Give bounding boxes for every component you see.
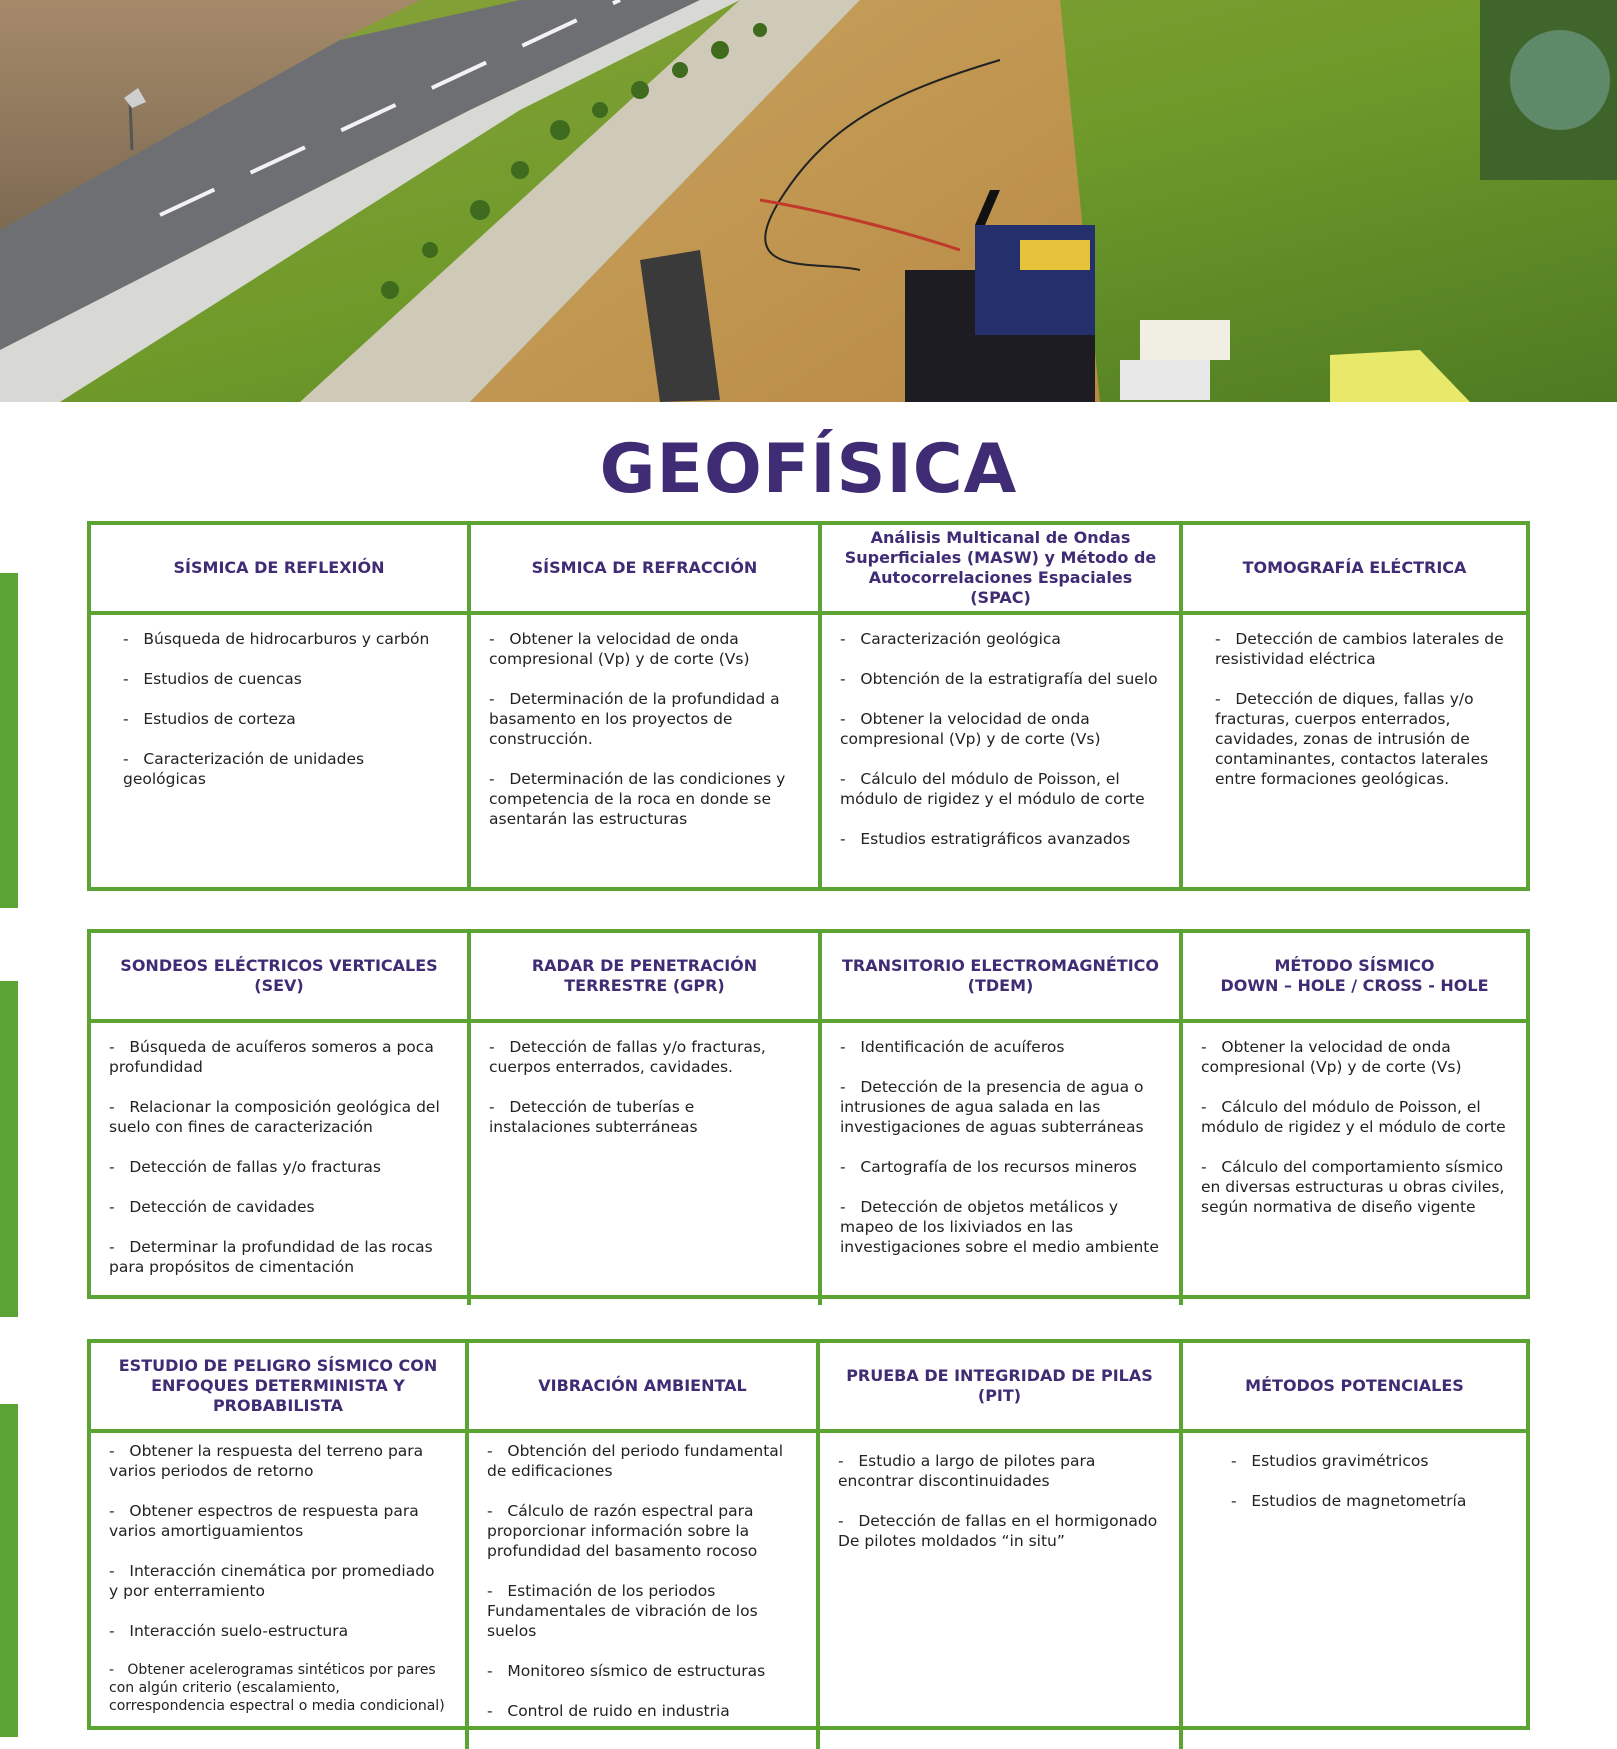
methods-table-2 (87, 929, 1530, 1299)
list-item: - Determinación de las condiciones y competencia de la roca en donde se asentarán las estructuras (489, 769, 800, 829)
column-body (469, 1433, 820, 1749)
list-item: - Obtener espectros de respuesta para varios amortiguamientos (109, 1501, 447, 1541)
list-item: - Estudios gravimétricos (1231, 1451, 1508, 1471)
column-body (1183, 1023, 1526, 1305)
list-item: - Detección de tuberías e instalaciones subterráneas (489, 1097, 800, 1137)
list-item: - Cálculo del módulo de Poisson, el módulo de rigidez y el módulo de corte (840, 769, 1161, 809)
column-body (1183, 615, 1526, 887)
column-heading: MÉTODO SÍSMICO DOWN – HOLE / CROSS - HOLE (1183, 933, 1526, 1023)
column-heading: SÍSMICA DE REFLEXIÓN (91, 525, 471, 615)
column-heading: TOMOGRAFÍA ELÉCTRICA (1183, 525, 1526, 615)
list-item: - Determinar la profundidad de las rocas para propósitos de cimentación (109, 1237, 449, 1277)
column-heading: ESTUDIO DE PELIGRO SÍSMICO CON ENFOQUES DETERMINISTA Y PROBABILISTA (91, 1343, 469, 1433)
list-item: - Estudios de cuencas (109, 669, 449, 689)
column-body (471, 1023, 822, 1305)
list-item: - Cartografía de los recursos mineros (840, 1157, 1161, 1177)
list-item: - Detección de fallas en el hormigonado De pilotes moldados “in situ” (838, 1511, 1161, 1551)
list-item: - Obtener acelerogramas sintéticos por pares con algún criterio (escalamiento, correspondencia espectral o media condicional) (109, 1661, 447, 1715)
list-item: - Caracterización de unidades geológicas (109, 749, 449, 789)
list-item: - Cálculo de razón espectral para proporcionar información sobre la profundidad del basamento rocoso (487, 1501, 798, 1561)
page-title: GEOFÍSICA (599, 430, 1018, 509)
list-item: - Estudio a largo de pilotes para encontrar discontinuidades (838, 1451, 1161, 1491)
column-body (471, 615, 822, 887)
column-body (91, 1433, 469, 1749)
list-item: - Detección de diques, fallas y/o fracturas, cuerpos enterrados, cavidades, zonas de intrusión de contaminantes, contactos laterales entre formaciones geológicas. (1215, 689, 1508, 789)
side-accent-bar-2 (0, 981, 18, 1317)
column-heading: SÍSMICA DE REFRACCIÓN (471, 525, 822, 615)
list-item: - Detección de fallas y/o fracturas (109, 1157, 449, 1177)
list-item: - Detección de cavidades (109, 1197, 449, 1217)
column-heading: PRUEBA DE INTEGRIDAD DE PILAS (PIT) (820, 1343, 1183, 1433)
side-accent-bar-3 (0, 1404, 18, 1737)
list-item: - Detección de cambios laterales de resistividad eléctrica (1215, 629, 1508, 669)
column-body (822, 1023, 1183, 1305)
column-heading: RADAR DE PENETRACIÓN TERRESTRE (GPR) (471, 933, 822, 1023)
list-item: - Obtener la respuesta del terreno para varios periodos de retorno (109, 1441, 447, 1481)
list-item: - Obtención de la estratigrafía del suelo (840, 669, 1161, 689)
list-item: - Detección de fallas y/o fracturas, cuerpos enterrados, cavidades. (489, 1037, 800, 1077)
list-item: - Detección de la presencia de agua o intrusiones de agua salada en las investigaciones de aguas subterráneas (840, 1077, 1161, 1137)
list-item: - Cálculo del módulo de Poisson, el módulo de rigidez y el módulo de corte (1201, 1097, 1508, 1137)
list-item: - Búsqueda de acuíferos someros a poca profundidad (109, 1037, 449, 1077)
methods-table-1 (87, 521, 1530, 891)
side-accent-bar-1 (0, 573, 18, 908)
list-item: - Obtener la velocidad de onda compresional (Vp) y de corte (Vs) (1201, 1037, 1508, 1077)
list-item: - Obtener la velocidad de onda compresional (Vp) y de corte (Vs) (489, 629, 800, 669)
methods-table-3 (87, 1339, 1530, 1730)
list-item: - Estudios de corteza (109, 709, 449, 729)
column-body (91, 615, 471, 887)
hero-photo (0, 0, 1617, 402)
list-item: - Interacción cinemática por promediado y por enterramiento (109, 1561, 447, 1601)
list-item: - Búsqueda de hidrocarburos y carbón (109, 629, 449, 649)
list-item: - Determinación de la profundidad a basamento en los proyectos de construcción. (489, 689, 800, 749)
column-heading: Análisis Multicanal de Ondas Superficiales (MASW) y Método de Autocorrelaciones Espaciales (SPAC) (822, 525, 1183, 615)
column-heading: MÉTODOS POTENCIALES (1183, 1343, 1526, 1433)
list-item: - Interacción suelo-estructura (109, 1621, 447, 1641)
column-body (91, 1023, 471, 1305)
column-heading: SONDEOS ELÉCTRICOS VERTICALES (SEV) (91, 933, 471, 1023)
list-item: - Estudios estratigráficos avanzados (840, 829, 1161, 849)
column-body (822, 615, 1183, 887)
list-item: - Monitoreo sísmico de estructuras (487, 1661, 798, 1681)
column-heading: VIBRACIÓN AMBIENTAL (469, 1343, 820, 1433)
field-survey-photo-icon (0, 0, 1617, 402)
list-item: - Caracterización geológica (840, 629, 1161, 649)
list-item: - Obtención del periodo fundamental de edificaciones (487, 1441, 798, 1481)
list-item: - Estudios de magnetometría (1231, 1491, 1508, 1511)
list-item: - Estimación de los periodos Fundamentales de vibración de los suelos (487, 1581, 798, 1641)
column-body (820, 1433, 1183, 1749)
list-item: - Identificación de acuíferos (840, 1037, 1161, 1057)
list-item: - Detección de objetos metálicos y mapeo de los lixiviados en las investigaciones sobre el medio ambiente (840, 1197, 1161, 1257)
list-item: - Relacionar la composición geológica del suelo con fines de caracterización (109, 1097, 449, 1137)
list-item: - Obtener la velocidad de onda compresional (Vp) y de corte (Vs) (840, 709, 1161, 749)
list-item: - Control de ruido en industria (487, 1701, 798, 1721)
column-heading: TRANSITORIO ELECTROMAGNÉTICO (TDEM) (822, 933, 1183, 1023)
column-body (1183, 1433, 1526, 1749)
list-item: - Cálculo del comportamiento sísmico en diversas estructuras u obras civiles, según normativa de diseño vigente (1201, 1157, 1508, 1217)
